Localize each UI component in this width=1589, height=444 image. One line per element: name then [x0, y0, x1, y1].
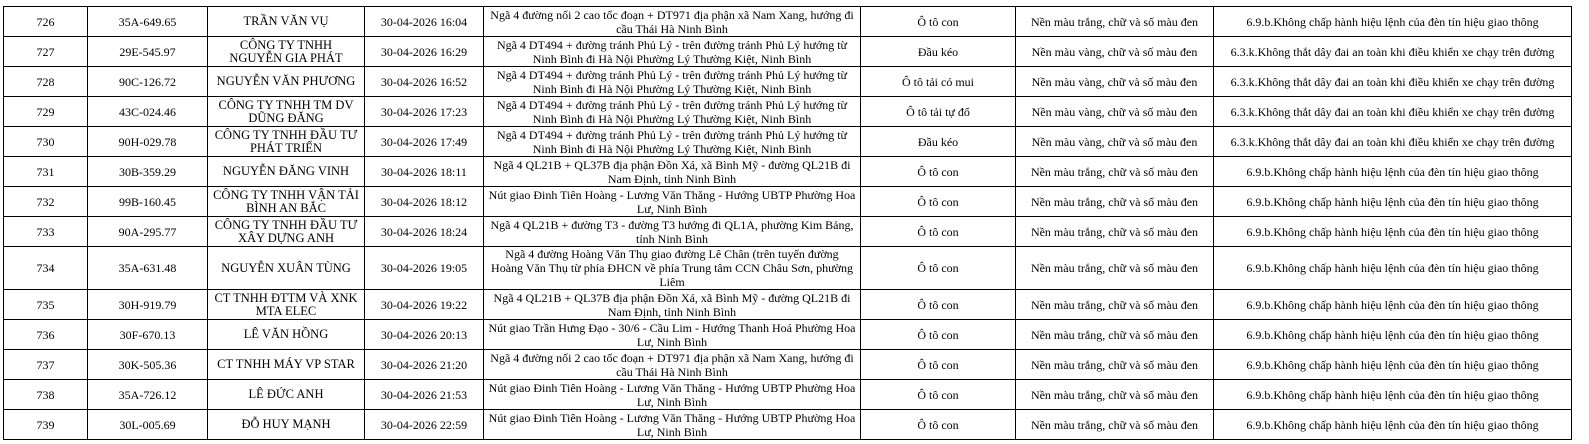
violation-description: 6.9.b.Không chấp hành hiệu lệnh của đèn tín hiệu giao thông	[1214, 320, 1572, 350]
violation-location: Nút giao Trần Hưng Đạo - 30/6 - Cầu Lim - Hướng Thanh Hoá Phường Hoa Lư, Ninh Bình	[484, 320, 861, 350]
violation-location: Ngã 4 QL21B + QL37B địa phận Đồn Xá, xã Bình Mỹ - đường QL21B đi Nam Định, tỉnh Ninh Bình	[484, 157, 861, 187]
violation-location: Ngã 4 đường nối 2 cao tốc đoạn + DT971 địa phận xã Nam Xang, hướng đi cầu Thái Hà Ninh Bình	[484, 7, 861, 37]
plate-color: Nền màu trắng, chữ và số màu đen	[1016, 187, 1214, 217]
table-row	[4, 290, 1572, 320]
owner-name: CT TNHH ĐTTM VÀ XNK MTA ELEC	[208, 290, 365, 320]
row-number: 739	[4, 410, 88, 440]
violation-description: 6.3.k.Không thắt dây đai an toàn khi điều khiển xe chạy trên đường	[1214, 67, 1572, 97]
vehicle-type: Ô tô con	[861, 217, 1016, 247]
owner-name: LÊ ĐỨC ANH	[208, 380, 365, 410]
violation-location: Ngã 4 DT494 + đường tránh Phủ Lý - trên đường tránh Phủ Lý hướng từ Ninh Bình đi Hà Nội Phường Lý Thường Kiệt, Ninh Bình	[484, 97, 861, 127]
violation-location: Ngã 4 QL21B + QL37B địa phận Đồn Xá, xã Bình Mỹ - đường QL21B đi Nam Định, tỉnh Ninh Bình	[484, 290, 861, 320]
row-number: 734	[4, 247, 88, 290]
violation-location: Nút giao Đinh Tiên Hoàng - Lương Văn Thăng - Hướng UBTP Phường Hoa Lư, Ninh Bình	[484, 187, 861, 217]
plate-color: Nền màu vàng, chữ và số màu đen	[1016, 127, 1214, 157]
violation-time: 30-04-2026 16:52	[365, 67, 484, 97]
table-row	[4, 380, 1572, 410]
violation-description: 6.9.b.Không chấp hành hiệu lệnh của đèn tín hiệu giao thông	[1214, 157, 1572, 187]
plate-color: Nền màu trắng, chữ và số màu đen	[1016, 410, 1214, 440]
vehicle-type: Ô tô con	[861, 320, 1016, 350]
row-number: 731	[4, 157, 88, 187]
license-plate: 35A-726.12	[88, 380, 208, 410]
plate-color: Nền màu trắng, chữ và số màu đen	[1016, 217, 1214, 247]
violation-description: 6.3.k.Không thắt dây đai an toàn khi điều khiển xe chạy trên đường	[1214, 37, 1572, 67]
violation-location: Ngã 4 đường nối 2 cao tốc đoạn + DT971 địa phận xã Nam Xang, hướng đi cầu Thái Hà Ninh Bình	[484, 350, 861, 380]
license-plate: 30B-359.29	[88, 157, 208, 187]
owner-name: CÔNG TY TNHH NGUYỄN GIA PHÁT	[208, 37, 365, 67]
violation-description: 6.3.k.Không thắt dây đai an toàn khi điều khiển xe chạy trên đường	[1214, 97, 1572, 127]
plate-color: Nền màu trắng, chữ và số màu đen	[1016, 7, 1214, 37]
license-plate: 90H-029.78	[88, 127, 208, 157]
plate-color: Nền màu trắng, chữ và số màu đen	[1016, 380, 1214, 410]
table-body	[4, 7, 1572, 440]
table-row	[4, 217, 1572, 247]
violation-location: Ngã 4 DT494 + đường tránh Phủ Lý - trên đường tránh Phủ Lý hướng từ Ninh Bình đi Hà Nội Phường Lý Thường Kiệt, Ninh Bình	[484, 37, 861, 67]
table-row	[4, 7, 1572, 37]
vehicle-type: Đầu kéo	[861, 37, 1016, 67]
violation-time: 30-04-2026 21:53	[365, 380, 484, 410]
plate-color: Nền màu trắng, chữ và số màu đen	[1016, 290, 1214, 320]
license-plate: 35A-631.48	[88, 247, 208, 290]
table-row	[4, 320, 1572, 350]
violation-time: 30-04-2026 17:23	[365, 97, 484, 127]
row-number: 727	[4, 37, 88, 67]
violation-description: 6.9.b.Không chấp hành hiệu lệnh của đèn tín hiệu giao thông	[1214, 350, 1572, 380]
vehicle-type: Ô tô con	[861, 157, 1016, 187]
table-row	[4, 350, 1572, 380]
vehicle-type: Ô tô con	[861, 290, 1016, 320]
owner-name: CÔNG TY TNHH TM DV DŨNG ĐĂNG	[208, 97, 365, 127]
violation-time: 30-04-2026 21:20	[365, 350, 484, 380]
table-row	[4, 157, 1572, 187]
violations-table	[3, 6, 1572, 440]
violation-location: Ngã 4 DT494 + đường tránh Phủ Lý - trên đường tránh Phủ Lý hướng từ Ninh Bình đi Hà Nội Phường Lý Thường Kiệt, Ninh Bình	[484, 127, 861, 157]
violation-location: Nút giao Đinh Tiên Hoàng - Lương Văn Thăng - Hướng UBTP Phường Hoa Lư, Ninh Bình	[484, 410, 861, 440]
row-number: 733	[4, 217, 88, 247]
owner-name: CÔNG TY TNHH VẬN TẢI BÌNH AN BẮC	[208, 187, 365, 217]
license-plate: 30F-670.13	[88, 320, 208, 350]
violation-location: Ngã 4 QL21B + đường T3 - đường T3 hướng đi QL1A, phường Kim Bảng, tỉnh Ninh Bình	[484, 217, 861, 247]
plate-color: Nền màu trắng, chữ và số màu đen	[1016, 247, 1214, 290]
license-plate: 90C-126.72	[88, 67, 208, 97]
plate-color: Nền màu trắng, chữ và số màu đen	[1016, 157, 1214, 187]
violation-time: 30-04-2026 16:04	[365, 7, 484, 37]
license-plate: 35A-649.65	[88, 7, 208, 37]
row-number: 730	[4, 127, 88, 157]
violation-description: 6.9.b.Không chấp hành hiệu lệnh của đèn tín hiệu giao thông	[1214, 290, 1572, 320]
violation-description: 6.9.b.Không chấp hành hiệu lệnh của đèn tín hiệu giao thông	[1214, 380, 1572, 410]
owner-name: CÔNG TY TNHH ĐẦU TƯ XÂY DỰNG ANH	[208, 217, 365, 247]
table-row	[4, 67, 1572, 97]
owner-name: NGUYỄN VĂN PHƯƠNG	[208, 67, 365, 97]
violation-description: 6.9.b.Không chấp hành hiệu lệnh của đèn tín hiệu giao thông	[1214, 187, 1572, 217]
owner-name: CÔNG TY TNHH ĐẦU TƯ PHÁT TRIỂN	[208, 127, 365, 157]
violation-description: 6.9.b.Không chấp hành hiệu lệnh của đèn tín hiệu giao thông	[1214, 7, 1572, 37]
table-row	[4, 187, 1572, 217]
license-plate: 30L-005.69	[88, 410, 208, 440]
plate-color: Nền màu trắng, chữ và số màu đen	[1016, 320, 1214, 350]
vehicle-type: Ô tô tải tự đổ	[861, 97, 1016, 127]
row-number: 735	[4, 290, 88, 320]
license-plate: 99B-160.45	[88, 187, 208, 217]
vehicle-type: Ô tô con	[861, 7, 1016, 37]
violation-time: 30-04-2026 17:49	[365, 127, 484, 157]
license-plate: 30K-505.36	[88, 350, 208, 380]
owner-name: NGUYỄN XUÂN TÙNG	[208, 247, 365, 290]
plate-color: Nền màu vàng, chữ và số màu đen	[1016, 67, 1214, 97]
violation-description: 6.3.k.Không thắt dây đai an toàn khi điều khiển xe chạy trên đường	[1214, 127, 1572, 157]
row-number: 729	[4, 97, 88, 127]
table-row	[4, 37, 1572, 67]
license-plate: 30H-919.79	[88, 290, 208, 320]
row-number: 726	[4, 7, 88, 37]
violation-time: 30-04-2026 18:11	[365, 157, 484, 187]
owner-name: LÊ VĂN HỒNG	[208, 320, 365, 350]
owner-name: ĐỖ HUY MẠNH	[208, 410, 365, 440]
owner-name: CT TNHH MÁY VP STAR	[208, 350, 365, 380]
plate-color: Nền màu vàng, chữ và số màu đen	[1016, 97, 1214, 127]
row-number: 728	[4, 67, 88, 97]
violation-description: 6.9.b.Không chấp hành hiệu lệnh của đèn tín hiệu giao thông	[1214, 217, 1572, 247]
violation-time: 30-04-2026 20:13	[365, 320, 484, 350]
vehicle-type: Ô tô con	[861, 410, 1016, 440]
license-plate: 90A-295.77	[88, 217, 208, 247]
violation-time: 30-04-2026 22:59	[365, 410, 484, 440]
table-row	[4, 410, 1572, 440]
row-number: 732	[4, 187, 88, 217]
row-number: 738	[4, 380, 88, 410]
vehicle-type: Ô tô tải có mui	[861, 67, 1016, 97]
license-plate: 29E-545.97	[88, 37, 208, 67]
violation-description: 6.9.b.Không chấp hành hiệu lệnh của đèn tín hiệu giao thông	[1214, 247, 1572, 290]
violation-time: 30-04-2026 18:24	[365, 217, 484, 247]
violation-location: Ngã 4 DT494 + đường tránh Phủ Lý - trên đường tránh Phủ Lý hướng từ Ninh Bình đi Hà Nội Phường Lý Thường Kiệt, Ninh Bình	[484, 67, 861, 97]
table-row	[4, 247, 1572, 290]
table-row	[4, 127, 1572, 157]
owner-name: TRẦN VĂN VỤ	[208, 7, 365, 37]
violation-location: Ngã 4 đường Hoàng Văn Thụ giao đường Lê Chân (trên tuyến đường Hoàng Văn Thụ từ phía ĐHCN về phía Trung tâm CCN Châu Sơn, phường Liêm	[484, 247, 861, 290]
violation-time: 30-04-2026 19:05	[365, 247, 484, 290]
vehicle-type: Ô tô con	[861, 247, 1016, 290]
violation-description: 6.9.b.Không chấp hành hiệu lệnh của đèn tín hiệu giao thông	[1214, 410, 1572, 440]
violation-location: Nút giao Đinh Tiên Hoàng - Lương Văn Thăng - Hướng UBTP Phường Hoa Lư, Ninh Bình	[484, 380, 861, 410]
row-number: 737	[4, 350, 88, 380]
vehicle-type: Ô tô con	[861, 187, 1016, 217]
plate-color: Nền màu vàng, chữ và số màu đen	[1016, 37, 1214, 67]
plate-color: Nền màu trắng, chữ và số màu đen	[1016, 350, 1214, 380]
vehicle-type: Đầu kéo	[861, 127, 1016, 157]
table-row	[4, 97, 1572, 127]
row-number: 736	[4, 320, 88, 350]
vehicle-type: Ô tô con	[861, 380, 1016, 410]
violation-time: 30-04-2026 18:12	[365, 187, 484, 217]
vehicle-type: Ô tô con	[861, 350, 1016, 380]
owner-name: NGUYỄN ĐĂNG VINH	[208, 157, 365, 187]
violation-time: 30-04-2026 16:29	[365, 37, 484, 67]
violation-time: 30-04-2026 19:22	[365, 290, 484, 320]
license-plate: 43C-024.46	[88, 97, 208, 127]
